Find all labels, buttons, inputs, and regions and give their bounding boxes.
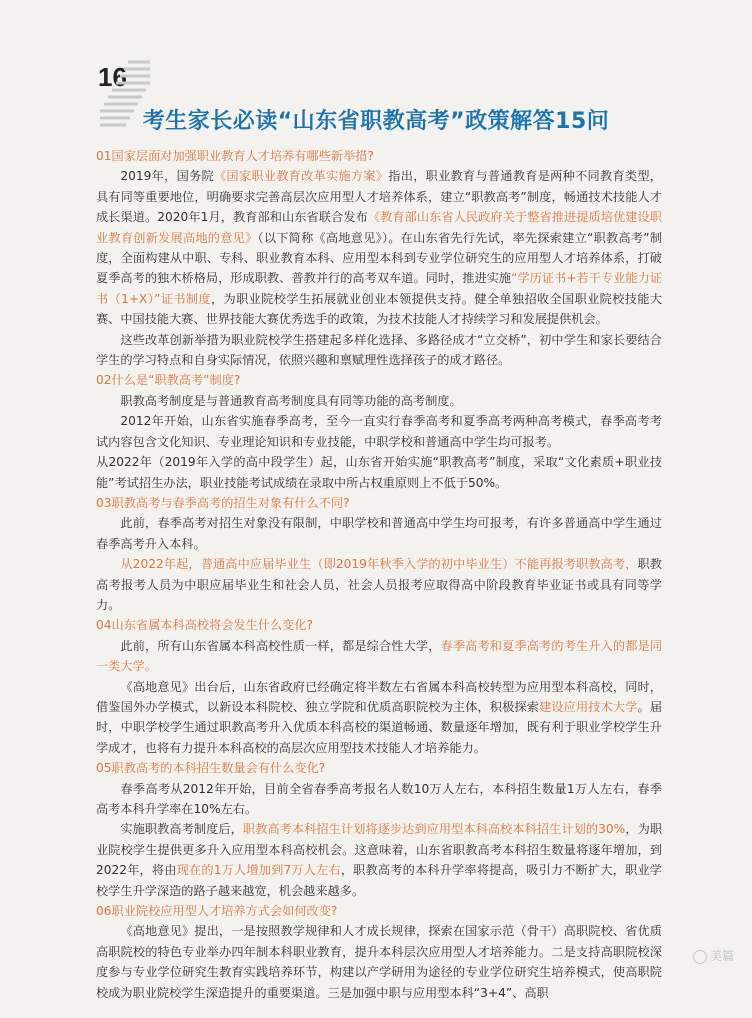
question-heading xyxy=(96,146,662,166)
page-title: 考生家长必读“山东省职教高考”政策解答15问 xyxy=(142,109,610,134)
body-paragraph xyxy=(96,921,662,1003)
text-segment: 这些改革创新举措为职业院校学生搭建起多样化选择、多路径成才“立交桥”，初中学生和家长要结合学生的学习特点和自身实际情况，依照兴趣和禀赋理性选择孩子的成才路径。 xyxy=(96,332,662,368)
page-number: 16 xyxy=(98,62,127,92)
text-segment: 实施职教高考制度后， xyxy=(120,822,243,837)
text-segment: 。届时，中职学校学生通过职教高考升入优质本科高校的渠道畅通、数量逐年增加，既有利于职业学校学生升学成才，也将有力提升本科高校的高层次应用型技术技能人才培养能力。 xyxy=(96,699,663,755)
text-segment: 春季高考从2012年开始，目前全省春季高考报名人数10万人左右，本科招生数量1万人左右，春季高考本科升学率在10%左右。 xyxy=(96,781,662,816)
watermark xyxy=(693,947,734,964)
body-paragraph xyxy=(96,452,662,493)
meipian-logo-icon xyxy=(693,950,707,964)
text-segment: 《高地意见》出台后，山东省政府已经确定将半数左右省属本科高校转型为应用型本科高校，同时，借鉴国外办学模式，以新设本科院校、独立学院和优质高职院校为主体，积极探索 xyxy=(96,679,662,714)
body-paragraph xyxy=(96,636,662,677)
text-segment: 04山东省属本科高校将会发生什么变化? xyxy=(96,618,313,633)
question-heading xyxy=(96,901,662,921)
highlighted-text: 从2022年起，普通高中应届毕业生（即2019年秋季入学的初中毕业生）不能再报考职教高考， xyxy=(120,557,638,572)
text-segment: 从2022年（2019年入学的高中段学生）起，山东省开始实施“职教高考”制度，采取“文化素质+职业技能”考试招生办法，职业技能考试成绩在录取中所占权重原则上不低于50%。 xyxy=(96,455,662,490)
text-segment: 02什么是“职教高考”制度? xyxy=(96,373,241,388)
text-segment: 指出，职业教育与普通教育是两种不同教育类型，具有同等重要地位，明确要求完善高层次应用型人才培养体系，建立“职教高考”制度，畅通技术技能人才成长渠道。2020年1月，教育部和山东省联合发布 xyxy=(96,169,662,225)
highlighted-text: 建设应用技术大学 xyxy=(539,699,638,714)
body-paragraph xyxy=(96,411,662,452)
body-paragraph xyxy=(96,677,662,759)
text-segment: 05职教高考的本科招生数量会有什么变化? xyxy=(96,761,326,776)
body-paragraph xyxy=(96,554,662,615)
watermark-label: 美篇 xyxy=(709,949,734,963)
body-paragraph xyxy=(96,513,662,554)
highlighted-text: 现在的1万人增加到7万人左右 xyxy=(176,863,341,878)
text-segment: 2019年，国务院 xyxy=(120,169,214,184)
text-segment: 06职业院校应用型人才培养方式会如何改变? xyxy=(96,904,338,919)
body-paragraph xyxy=(96,819,662,901)
text-segment: ，为职业院校学生拓展就业创业本领提供支持。健全单独招收全国职业院校技能大赛、中国技能大赛、世界技能大赛优秀选手的政策，为技术技能人才持续学习和发展提供机会。 xyxy=(96,291,663,327)
body-paragraph xyxy=(96,166,662,329)
body-paragraph xyxy=(96,330,662,371)
question-heading xyxy=(96,758,662,778)
question-heading xyxy=(96,370,662,390)
text-segment: 此前，所有山东省属本科高校性质一样，都是综合性大学， xyxy=(120,638,441,653)
question-heading xyxy=(96,493,662,513)
body-paragraph xyxy=(96,391,662,411)
text-segment: （以下简称《高地意见》）。在山东省先行先试，率先探索建立“职教高考”制度，全面构建从中职、专科、职业教育本科、应用型本科到专业学位研究生的应用型人才培养体系，打破夏季高考的独木桥格局，形成职教、普教并行的高考双车道。同时，推进实施 xyxy=(96,230,663,286)
question-heading xyxy=(96,615,662,635)
text-segment: 职教高考制度是与普通教育高考制度具有同等功能的高考制度。 xyxy=(120,393,462,408)
text-segment: ，职教高考的本科升学率将提高，吸引力不断扩大，职业学校学生升学深造的路子越来越宽，机会越来越多。 xyxy=(96,863,662,898)
text-segment: 01国家层面对加强职业教育人才培养有哪些新举措? xyxy=(96,149,374,163)
body-paragraph xyxy=(96,779,662,820)
text-segment: 此前，春季高考对招生对象没有限制，中职学校和普通高中学生均可报考，有许多普通高中学生通过春季高考升入本科。 xyxy=(96,516,662,551)
highlighted-text: 职教高考本科招生计划将逐步达到应用型本科高校本科招生计划的30% xyxy=(242,822,626,837)
highlighted-text: 《教育部山东省人民政府关于整省推进提质培优建设职业教育创新发展高地的意见》 xyxy=(96,210,662,245)
text-segment: 职教高考报考人员为中职应届毕业生和社会人员，社会人员报考应取得高中阶段教育毕业证书或具有同等学力。 xyxy=(96,557,662,612)
highlighted-text: “学历证书+若干专业能力证书（1+X）”证书制度 xyxy=(96,271,662,306)
text-segment: 03职教高考与春季高考的招生对象有什么不同? xyxy=(96,495,350,510)
highlighted-text: 春季高考和夏季高考的考生升入的都是同一类大学。 xyxy=(96,638,663,674)
highlighted-text: 《国家职业教育改革实施方案》 xyxy=(213,169,389,184)
text-segment: 《高地意见》提出，一是按照教学规律和人才成长规律，探索在国家示范（骨干）高职院校、省优质高职院校的特色专业举办四年制本科职业教育，提升本科层次应用型人才培养能力。二是支持高职院校深度参与专业学位研究生教育实践培养环节，构建以产学研用为途径的专业学位研究生培养模式，使高职院校成为职业院校学生深造提升的重要渠道。三是加强中职与应用型本科“3+4”、高职 xyxy=(96,924,662,1000)
article-body xyxy=(96,146,662,1003)
text-segment: 2012年开始，山东省实施春季高考，至今一直实行春季高考和夏季高考两种高考模式，春季高考考试内容包含文化知识、专业理论知识和专业技能，中职学校和普通高中学生均可报考。 xyxy=(96,414,662,449)
text-segment: ，为职业院校学生提供更多升入应用型本科高校机会。这意味着，山东省职教高考本科招生数量将逐年增加，到2022年，将由 xyxy=(96,822,663,878)
